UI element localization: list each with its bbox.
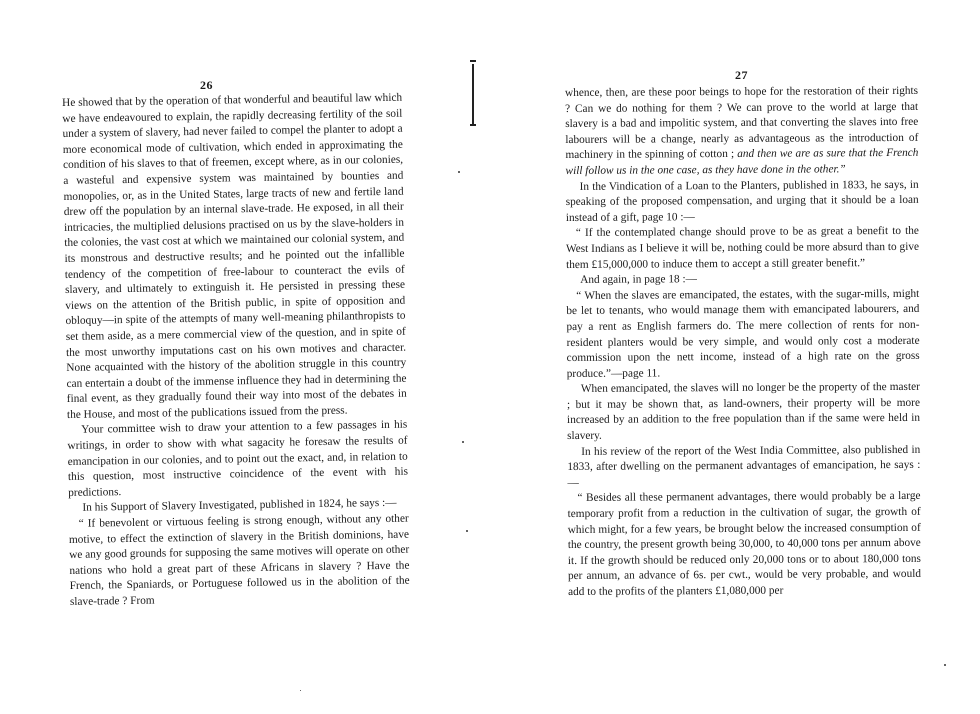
right-page-text <box>565 84 921 601</box>
right-paragraph-2: In the Vindication of a Loan to the Planters, published in 1833, he says, in speaking of the proposed compensation, and urging that it should be a loan instead of a gift, page 10 :— <box>565 178 919 224</box>
left-paragraph-3: In his Support of Slavery Investigated, published in 1824, he says :— <box>82 497 397 515</box>
left-paragraph-4: “ If benevolent or virtuous feeling is strong enough, without any other motive, to effect the extinction of slavery in the British dominions, have we any good grounds for supposing the same motives will operate on other nations who hold a great part of these Africans in slavery ? Have the French, the Spaniards, or Portuguese followed us in the abolition of the slave-trade ? From <box>68 512 410 608</box>
left-paragraph-1: He showed that by the operation of that wonderful and beautiful law which we have endeavoured to explain, the rapidly decreasing fertility of the soil under a system of slavery, had never failed to compel the planter to adopt a more economical mode of cultivation, which ended in approximating the condition of his slaves to that of freemen, except where, as in our colonies, a wasteful and expensive system was maintained by bounties and monopolies, or, as in the United States, large tracts of new and fertile land drew off the population by an internal slave-trade. He exposed, in all their intricacies, the multiplied delusions practised on us by the slave-holders in the colonies, the vast cost at which we maintained our colonial system, and its monstrous and destructive results; and he pointed out the infallible tendency of the competition of free-labour to counteract the evils of slavery, and ultimately to extinguish it. He persisted in pressing these views on the attention of the British public, in spite of opposition and obloquy—in spite of the attempts of many well-meaning philanthropists to set them aside, as a mere commercial view of the question, and in spite of the most unworthy imputations cast on his own motives and character. None acquainted with the history of the abolition struggle in this country can entertain a doubt of the immense influence they had in determining the final event, as they gradually found their way into most of the debates in the House, and most of the publications issued from the press. <box>62 91 407 421</box>
right-paragraph-8: “ Besides all these permanent advantages, there would probably be a large temporary profit from a reduction in the cultivation of sugar, the growth of which might, for a few years, be brought below the increased consumption of the country, the present growth being 30,000, to 40,000 tons per annum above it. If the growth should be reduced only 20,000 tons or to about 180,000 tons per annum, an advance of 6s. per cwt., would be very probable, and would add to the profits of the planters £1,080,000 per <box>567 490 922 598</box>
gutter-marker-bar <box>472 64 474 126</box>
left-paragraph-2: Your committee wish to draw your attention to a few passages in his writings, in order to show with what sagacity he foresaw the results of emancipation in our colonies, and to point out the exact, and, in relation to this question, most instructive coincidence of the event with his predictions. <box>67 419 409 499</box>
right-paragraph-5: “ When the slaves are emancipated, the estates, with the sugar-mills, might be let to tenants, who would manage them with emancipated labourers, and pay a rent as English farmers do. The mere collection of rents for non-resident planters would be very simple, and would only cost a moderate commission upon the nett income, instead of a high rate on the gross produce.”—page 11. <box>566 287 920 380</box>
gutter-marker-bottom <box>470 124 476 126</box>
page-number-left: 26 <box>200 78 213 92</box>
right-paragraph-6: When emancipated, the slaves will no longer be the property of the master ; but it may be shown that, as land-owners, their property will be more increased by an addition to the free population than if the same were held in slavery. <box>566 381 921 443</box>
right-paragraph-1-emphasis: and then we are as sure that the French will follow us in the one case, as they have done in the other.” <box>565 147 919 177</box>
right-page <box>540 0 980 714</box>
scan-speck <box>300 690 301 691</box>
right-paragraph-4: And again, in page 18 :— <box>580 273 697 287</box>
scan-speck <box>466 530 468 532</box>
right-paragraph-1 <box>565 84 919 180</box>
right-paragraph-3: “ If the contemplated change should prove to be as great a benefit to the West Indians as I believe it will be, nothing could be more absurd than to give them £15,000,000 to induce them to accept a still greater benefit.” <box>565 225 920 271</box>
page-number-right: 27 <box>735 68 748 82</box>
gutter-marker-top <box>470 60 476 62</box>
left-page-text <box>62 91 410 611</box>
gutter-marker <box>470 58 476 128</box>
right-paragraph-1-text: whence, then, are these poor beings to hope for the restoration of their rights ? Can we do nothing for them ? We can prove to the world at large that slavery is a bad and impolitic system, and that converting the slaves into free labourers will be a change, nearly as advantageous as the introduction of machinery in the spinning of cotton ; <box>565 84 919 162</box>
scan-speck <box>462 441 464 443</box>
right-paragraph-7: In his review of the report of the West India Committee, also published in 1833, after dwelling on the permanent advantages of emancipation, he says :— <box>567 443 921 489</box>
scan-speck <box>458 171 460 173</box>
left-page <box>0 0 440 714</box>
